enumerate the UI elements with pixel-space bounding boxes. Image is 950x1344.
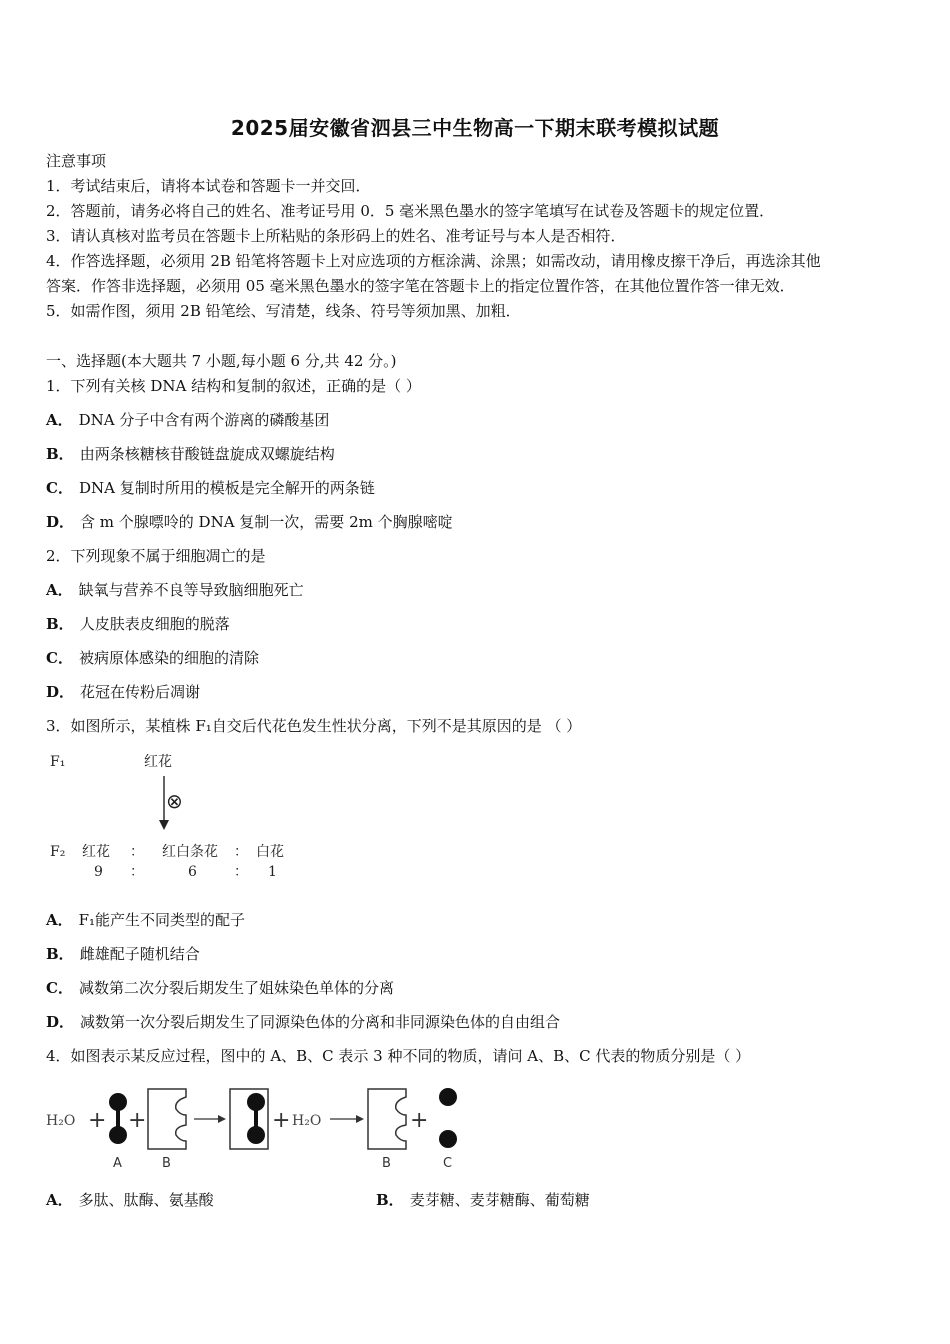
enzyme-b xyxy=(148,1089,186,1149)
notice-heading: 注意事项 xyxy=(46,152,107,170)
q3-option-b xyxy=(46,943,200,965)
label-b: B xyxy=(162,1156,171,1171)
offspring-2: 红白条花 xyxy=(162,844,218,860)
offspring-3: 白花 xyxy=(256,844,284,860)
question-text: 如图所示，某植株 F₁自交后代花色发生性状分离，下列不是其原因的是 （ ） xyxy=(70,717,582,735)
option-text: 人皮肤表皮细胞的脱落 xyxy=(79,615,230,633)
q4-option-a xyxy=(46,1189,214,1211)
water-label: H₂O xyxy=(292,1113,322,1129)
page-title: 2025届安徽省泗县三中生物高一下期末联考模拟试题 xyxy=(230,116,720,140)
option-text: 减数第一次分裂后期发生了同源染色体的分离和非同源染色体的自由组合 xyxy=(80,1013,561,1031)
option-text: DNA 分子中含有两个游离的磷酸基团 xyxy=(78,411,330,429)
option-text: F₁能产生不同类型的配子 xyxy=(78,911,246,929)
q1-option-d xyxy=(46,511,453,533)
option-text: 含 m 个腺嘌呤的 DNA 复制一次，需要 2m 个胸腺嘧啶 xyxy=(80,513,453,531)
question-text: 如图表示某反应过程，图中的 A、B、C 表示 3 种不同的物质，请问 A、B、C 代表的物质分别是（ ） xyxy=(70,1047,751,1065)
option-text: 缺氧与营养不良等导致脑细胞死亡 xyxy=(78,581,304,599)
label-c: C xyxy=(443,1156,453,1171)
q4-option-b xyxy=(376,1189,590,1211)
q3-option-d xyxy=(46,1011,560,1033)
complex-substrate-bond xyxy=(254,1109,258,1127)
question-4-stem xyxy=(46,1045,750,1067)
reaction-arrow-head xyxy=(218,1115,226,1123)
option-text: 雌雄配子随机结合 xyxy=(79,945,200,963)
molecule-a-top xyxy=(109,1093,127,1111)
colon-4: ： xyxy=(234,864,248,880)
option-key: A． xyxy=(46,411,73,429)
question-text: 下列现象不属于细胞凋亡的是 xyxy=(70,547,266,565)
plus-sign: + xyxy=(272,1108,291,1133)
option-text: 减数第二次分裂后期发生了姐妹染色单体的分离 xyxy=(78,979,394,997)
option-text: 由两条核糖核苷酸链盘旋成双螺旋结构 xyxy=(79,445,335,463)
product-c-top xyxy=(439,1088,457,1106)
option-key: C． xyxy=(46,649,73,667)
q1-option-a xyxy=(46,409,329,431)
inheritance-figure xyxy=(44,748,294,884)
f1-label: F₁ xyxy=(50,754,66,770)
colon-1: ： xyxy=(130,844,144,860)
q2-option-b xyxy=(46,613,230,635)
option-key: B． xyxy=(46,445,74,463)
complex-substrate-top xyxy=(247,1093,265,1111)
q2-option-d xyxy=(46,681,200,703)
question-number: 2． xyxy=(46,547,71,565)
complex-substrate-bottom xyxy=(247,1126,265,1144)
self-cross-icon: ⊗ xyxy=(166,789,183,813)
option-key: D． xyxy=(46,683,75,701)
notice-item: 2．答题前，请务必将自己的姓名、准考证号用 0．5 毫米黑色墨水的签字笔填写在试卷及答题卡的规定位置． xyxy=(46,202,775,220)
colon-3: ： xyxy=(130,864,144,880)
water-label: H₂O xyxy=(46,1113,76,1129)
question-number: 1． xyxy=(46,377,71,395)
q2-option-c xyxy=(46,647,259,669)
q2-option-a xyxy=(46,579,304,601)
question-text: 下列有关核 DNA 结构和复制的叙述，正确的是（ ） xyxy=(70,377,421,395)
plus-sign: + xyxy=(88,1108,107,1133)
option-text: 花冠在传粉后凋谢 xyxy=(80,683,201,701)
q3-option-a xyxy=(46,909,245,931)
ratio-3: 1 xyxy=(268,864,277,880)
option-key: D． xyxy=(46,513,75,531)
q3-option-c xyxy=(46,977,394,999)
question-number: 3． xyxy=(46,717,71,735)
option-key: C． xyxy=(46,479,73,497)
q1-option-b xyxy=(46,443,335,465)
question-2-stem xyxy=(46,545,266,567)
question-3-stem xyxy=(46,715,581,737)
enzyme-b-released xyxy=(368,1089,406,1149)
q1-option-c xyxy=(46,477,375,499)
notice-item: 答案．作答非选择题，必须用 05 毫米黑色墨水的签字笔在答题卡上的指定位置作答，在其他位置作答一律无效． xyxy=(46,277,795,295)
selfing-arrow-head xyxy=(159,820,169,830)
option-key: B． xyxy=(46,945,74,963)
f2-label: F₂ xyxy=(50,844,66,860)
option-text: 麦芽糖、麦芽糖酶、葡萄糖 xyxy=(409,1191,590,1209)
option-key: D． xyxy=(46,1013,75,1031)
option-key: A． xyxy=(46,581,73,599)
offspring-1: 红花 xyxy=(82,844,110,860)
option-key: B． xyxy=(376,1191,404,1209)
molecule-a-bond xyxy=(116,1109,120,1127)
reaction-figure xyxy=(44,1083,474,1175)
parent-phenotype: 红花 xyxy=(144,754,172,770)
label-b-2: B xyxy=(382,1156,391,1171)
notice-item: 3．请认真核对监考员在答题卡上所粘贴的条形码上的姓名、准考证号与本人是否相符． xyxy=(46,227,626,245)
question-1-stem xyxy=(46,375,421,397)
molecule-a-bottom xyxy=(109,1126,127,1144)
ratio-1: 9 xyxy=(94,864,103,880)
option-text: 多肽、肽酶、氨基酸 xyxy=(78,1191,214,1209)
plus-sign: + xyxy=(410,1108,429,1133)
reaction-arrow-head xyxy=(356,1115,364,1123)
question-number: 4． xyxy=(46,1047,71,1065)
option-key: A． xyxy=(46,911,73,929)
colon-2: ： xyxy=(234,844,248,860)
option-text: DNA 复制时所用的模板是完全解开的两条链 xyxy=(78,479,375,497)
option-key: A． xyxy=(46,1191,73,1209)
option-text: 被病原体感染的细胞的清除 xyxy=(78,649,259,667)
plus-sign: + xyxy=(128,1108,147,1133)
option-key: B． xyxy=(46,615,74,633)
ratio-2: 6 xyxy=(188,864,197,880)
product-c-bottom xyxy=(439,1130,457,1148)
notice-item: 1．考试结束后，请将本试卷和答题卡一并交回． xyxy=(46,177,371,195)
label-a: A xyxy=(113,1156,122,1171)
section-heading: 一、选择题(本大题共 7 小题,每小题 6 分,共 42 分。) xyxy=(46,352,397,370)
notice-item: 5．如需作图，须用 2B 铅笔绘、写清楚，线条、符号等须加黑、加粗． xyxy=(46,302,521,320)
option-key: C． xyxy=(46,979,73,997)
notice-item: 4．作答选择题，必须用 2B 铅笔将答题卡上对应选项的方框涂满、涂黑；如需改动，请用橡皮擦干净后，再选涂其他 xyxy=(46,252,821,270)
